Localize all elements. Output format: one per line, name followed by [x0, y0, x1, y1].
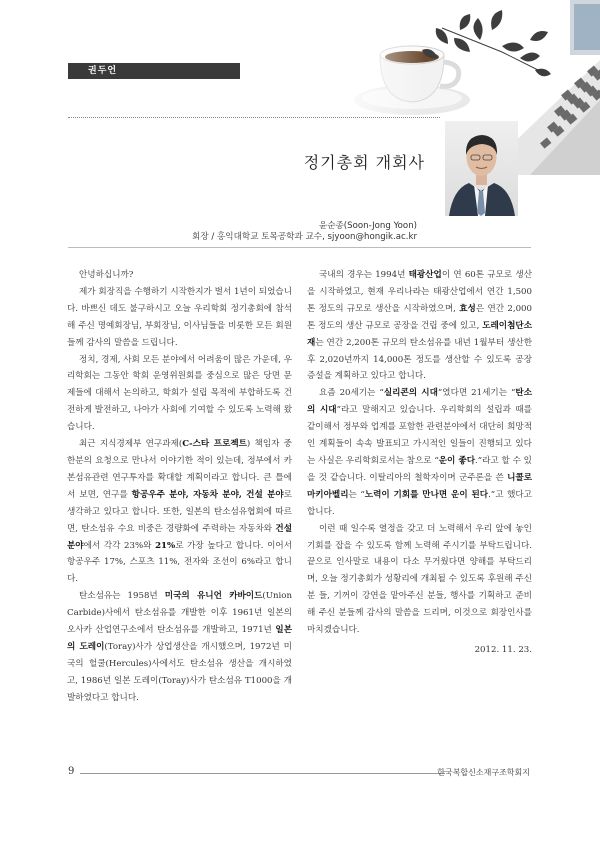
author-name: 윤순종(Soon-Jong Yoon): [318, 221, 417, 231]
paragraph: 제가 회장직을 수행하기 시작한지가 벌서 1년이 되었습니다. 바쁘신 데도 불구하시고 오늘 우리학회 정기총회에 참석해 주신 명예회장님, 부회장님, 이사님들을 비롯한 모든 회원들께 감사의 말씀을 드립니다.: [67, 286, 292, 348]
dotted-divider: [68, 117, 440, 118]
header-divider: [68, 247, 531, 248]
journal-name: 한국복합신소재구조학회지: [437, 768, 530, 777]
footer-divider: [80, 773, 445, 774]
paragraph: 요즘 20세기는 “실리콘의 시대”였다면 21세기는 “탄소의 시대”라고 말해지고 있습니다. 우리학회의 설립과 때를 같이해서 정부와 업계를 포함한 관련분야에서 대단히 희망적인 계획들이 속속 발표되고 가시적인 일들이 진행되고 있다는 사실은 우리학회로서는 참으로 “운이 좋다.”라고 할 수 있을 것 같습니다. 이탈리아의 철학자이며 군주론을 쓴 니콜로 마키아벨리는 “노력이 기회를 만나면 운이 된다.”고 했다고 합니다.: [307, 388, 532, 517]
paragraph: 탄소섬유는 1958년 미국의 유니언 카바이드(Union Carbide)사에서 탄소섬유를 개발한 이후 1961년 일본의 오사카 산업연구소에서 탄소섬유를 개발하고, 1971년 일본의 도레이(Toray)사가 상업생산을 개시했으며, 1972년 미국의 헐쿨(Hercules)사에서도 탄소섬유 생산을 개시하였고, 1986년 일본 도레이(Toray)사가 탄소섬유 T1000을 개발하였다고 합니다.: [67, 591, 292, 703]
section-tag: 권두언: [68, 63, 240, 79]
author-affiliation: 회장 / 홍익대학교 토목공학과 교수, sjyoon@hongik.ac.kr: [192, 232, 417, 242]
body-column-right: [307, 267, 532, 659]
date: 2012. 11. 23.: [474, 644, 532, 655]
paragraph: 정치, 경제, 사회 모든 분야에서 어려움이 많은 가운데, 우리학회는 그동안 학회 운영위원회를 중심으로 많은 당면 문제들에 대해서 논의하고, 학회가 설립 목적에 부합하도록 건전하게 발전하고, 나아가 사회에 기여할 수 있도록 노력해 왔습니다.: [67, 354, 292, 433]
author-portrait-icon: [445, 121, 518, 216]
page-number: 9: [68, 766, 75, 777]
author-photo: [445, 121, 518, 216]
paragraph: 국내의 경우는 1994년 태광산업이 연 60톤 규모로 생산을 시작하였고, 현재 우리나라는 태광산업에서 연간 1,500톤 정도의 규모로 생산을 시작하였으며, 효성은 연간 2,000톤 정도의 생산 규모로 공장을 건립 중에 있고, 도레이첨단소재는 연간 2,200톤 규모의 탄소섬유를 내년 1월부터 생산한 후 2,020년까지 14,000톤 정도를 생산할 수 있도록 공장 증설을 계획하고 있다고 합니다.: [307, 270, 532, 382]
page-title: 정기총회 개회사: [303, 153, 425, 172]
body-column-left: [67, 267, 292, 707]
paragraph: 안녕하십니까?: [79, 270, 134, 280]
paragraph: 이런 때 일수록 열정을 갖고 더 노력해서 우리 앞에 놓인 기회를 잡을 수 있도록 함께 노력해 주시기를 부탁드립니다. 끝으로 인사말로 내용이 다소 무거웠다면 양해를 부탁드리며, 오늘 정기총회가 성황리에 개최될 수 있도록 후원해 주신 분 들, 기꺼이 강연을 맡아주신 분들, 행사를 기획하고 준비해 주신 분들께 감사의 말씀을 드리며, 이것으로 회장인사를 마치겠습니다.: [307, 523, 532, 636]
paragraph: 최근 지식경제부 연구과제(C-스타 프로젝트) 책임자 중 한분의 요청으로 만나서 이야기한 적이 있는데, 정부에서 카본섬유관련 연구투자를 확대할 계획이라고 합니다. 큰 틀에서 보면, 연구를 항공우주 분야, 자동차 분야, 건설 분야로 생각하고 있다고 합니다. 또한, 일본의 탄소섬유협회에 따르면, 탄소섬유 수요 비중은 경량화에 주력하는 자동차와 건설 분야에서 각각 23%와 21%로 가장 높다고 합니다. 이어서 항공우주 17%, 스포츠 11%, 전자와 조선이 6%라고 합니다.: [67, 439, 292, 585]
